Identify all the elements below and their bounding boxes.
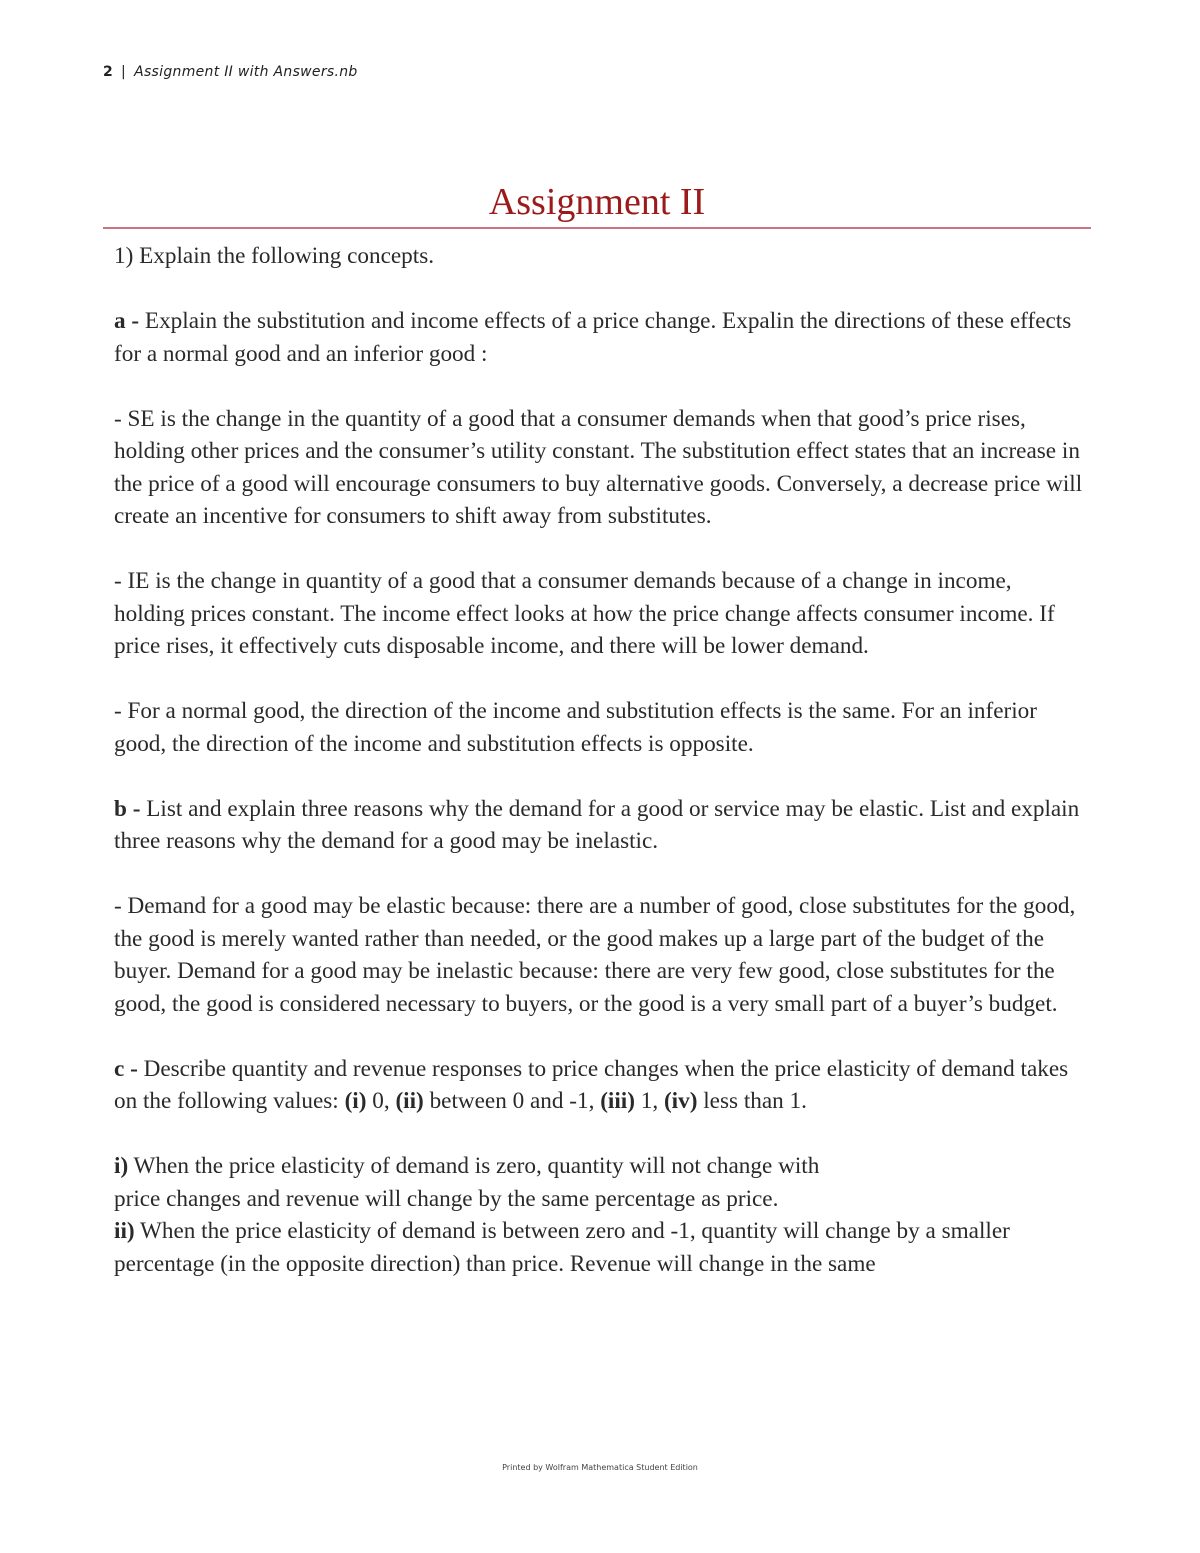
answer-c-ii bbox=[114, 1215, 1084, 1280]
page-title: Assignment II bbox=[488, 181, 706, 223]
value-iii-label: (iii) bbox=[600, 1088, 635, 1114]
page-number: 2 bbox=[103, 64, 114, 80]
value-ii-label: (ii) bbox=[395, 1088, 424, 1114]
answer-c-ii-label: ii) bbox=[114, 1218, 135, 1244]
value-i-label: (i) bbox=[344, 1088, 367, 1114]
question-a-label: a - bbox=[114, 308, 140, 334]
answer-a-ie: - IE is the change in quantity of a good that a consumer demands because of a change in income, holding prices constant. The income effect looks at how the price change affects consumer income. If price rises, it effectively cuts disposable income, and there will be lower demand. bbox=[114, 568, 1055, 659]
question-c bbox=[114, 1053, 1084, 1118]
answer-c-i-label: i) bbox=[114, 1153, 129, 1179]
value-iv-label: (iv) bbox=[663, 1088, 698, 1114]
notebook-filename: Assignment II with Answers.nb bbox=[134, 64, 358, 80]
question-b bbox=[114, 793, 1084, 858]
question-b-label: b - bbox=[114, 795, 141, 822]
document-body bbox=[114, 240, 1084, 1280]
value-ii-text: between 0 and -1, bbox=[423, 1088, 601, 1114]
header-separator: | bbox=[121, 64, 127, 80]
question-b-text: List and explain three reasons why the demand for a good or service may be elastic. List and explain three reasons why the demand for a good may be inelastic. bbox=[114, 795, 1080, 854]
value-i-text: 0, bbox=[366, 1088, 396, 1114]
question-c-label: c - bbox=[114, 1055, 138, 1082]
answer-a-se: - SE is the change in the quantity of a good that a consumer demands when that good’s price rises, holding other prices and the consumer’s utility constant. The substitution effect states that an increase in the price of a good will encourage consumers to buy alternative goods. Conversely, a decrease price will create an incentive for consumers to shift away from substitutes. bbox=[114, 405, 1083, 529]
answer-c-ii-text: When the price elasticity of demand is between zero and -1, quantity will change by a smaller percentage (in the opposite direction) than price. Revenue will change in the same bbox=[114, 1218, 1010, 1277]
answer-c-i bbox=[114, 1150, 1084, 1215]
intro-line: 1) Explain the following concepts. bbox=[114, 243, 435, 269]
answer-c-i-line1: When the price elasticity of demand is zero, quantity will not change with bbox=[128, 1153, 820, 1179]
question-c-text: Describe quantity and revenue responses to price changes when the price elasticity of demand takes on the following values: bbox=[114, 1055, 1069, 1114]
question-a-text: Explain the substitution and income effects of a price change. Expalin the directions of these effects for a normal good and an inferior good : bbox=[114, 308, 1072, 367]
answer-a-direction: - For a normal good, the direction of the income and substitution effects is the same. For an inferior good, the direction of the income and substitution effects is opposite. bbox=[114, 698, 1037, 757]
answer-c-i-line2: price changes and revenue will change by the same percentage as price. bbox=[114, 1185, 779, 1212]
page-header bbox=[103, 64, 358, 80]
value-iv-text: less than 1. bbox=[697, 1088, 807, 1114]
answer-b: - Demand for a good may be elastic because: there are a number of good, close substitutes for the good, the good is merely wanted rather than needed, or the good makes up a large part of the budget of the buyer. Demand for a good may be inelastic because: there are very few good, close substitutes for the good, the good is considered necessary to buyers, or the good is a very small part of a buyer’s budget. bbox=[114, 893, 1076, 1017]
page-footer: Printed by Wolfram Mathematica Student Edition bbox=[502, 1463, 698, 1472]
question-a bbox=[114, 305, 1084, 370]
title-rule bbox=[103, 227, 1091, 229]
value-iii-text: 1, bbox=[634, 1088, 664, 1114]
